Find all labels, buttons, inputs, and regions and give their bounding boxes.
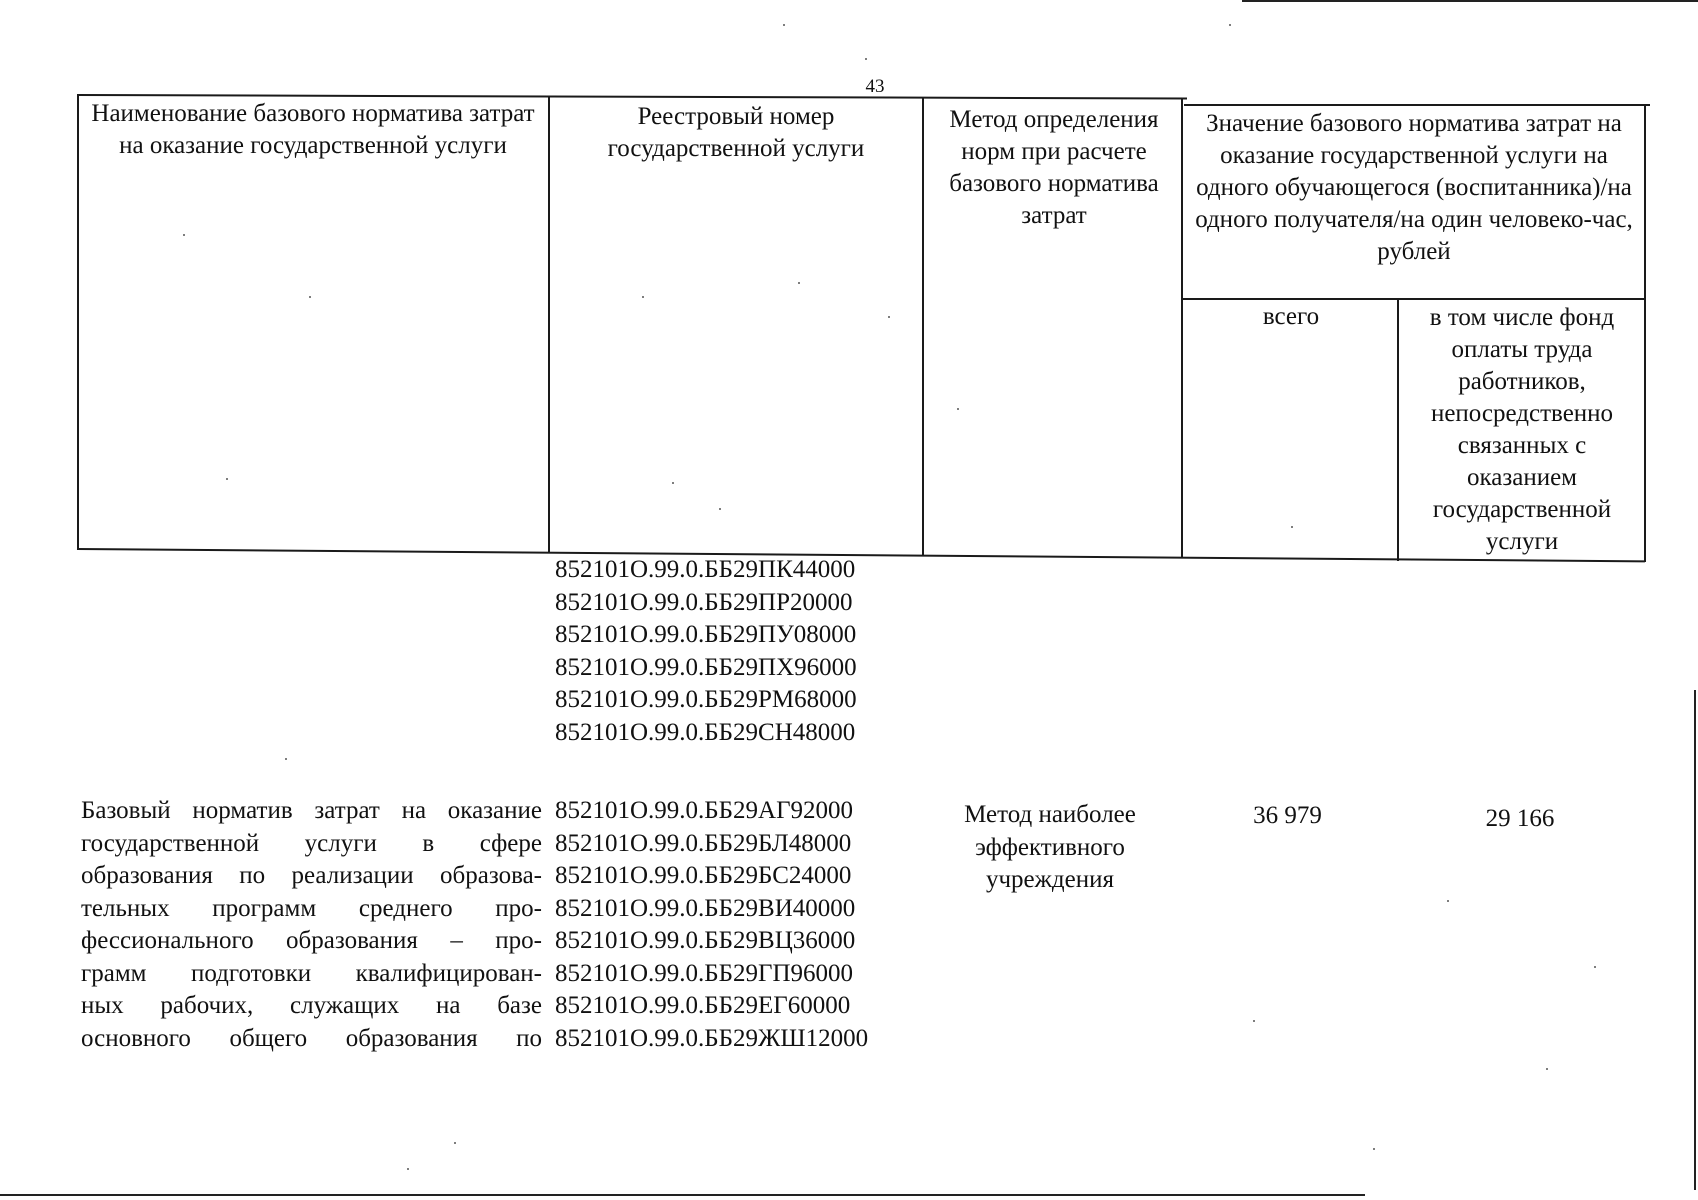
registry-code: 852101О.99.0.ББ29БЛ48000 [555, 829, 852, 857]
table-col-divider-4 [1397, 299, 1399, 561]
registry-code: 852101О.99.0.ББ29БС24000 [555, 862, 852, 889]
scan-speck [719, 508, 721, 510]
service-name-line: тельных программ среднего про- [81, 894, 542, 922]
registry-code: 852101О.99.0.ББ29ВИ40000 [555, 894, 856, 922]
scan-speck [1546, 1068, 1548, 1070]
header-registry-number: Реестровый номер государственной услуги [607, 103, 865, 162]
row-total-value: 36 979 [1253, 802, 1322, 829]
scan-speck [672, 482, 674, 484]
table-col-divider-1 [548, 96, 550, 553]
table-border-left [77, 94, 79, 549]
service-name-line: Базовый норматив затрат на оказание [81, 797, 542, 824]
header-method: Метод определения норм при расчете базового норматива затрат [949, 106, 1159, 229]
registry-code: 852101О.99.0.ББ29ЖШ12000 [555, 1024, 869, 1052]
registry-code: 852101О.99.0.ББ29ГП96000 [555, 959, 854, 987]
registry-code: 852101О.99.0.ББ29ПХ96000 [555, 653, 857, 681]
registry-code: 852101О.99.0.ББ29РМ68000 [555, 686, 857, 713]
registry-code: 852101О.99.0.ББ29ПУ08000 [555, 621, 857, 648]
scan-speck [1291, 526, 1293, 528]
scan-edge-top [1242, 0, 1698, 2]
header-norm-value: Значение базового норматива затрат на оказание государственной услуги на одного обучающегося (воспитанника)/на одного получателя/на один человеко-час, рублей [1195, 110, 1633, 265]
header-service-name: Наименование базового норматива затрат на оказание государственной услуги [91, 100, 535, 159]
scan-speck [309, 296, 311, 298]
scan-speck [1594, 966, 1596, 968]
header-payroll: в том числе фонд оплаты труда работников, непосредственно связанных с оказанием государственной услуги [1429, 304, 1615, 555]
table-border-top-right [1184, 104, 1650, 106]
registry-code: 852101О.99.0.ББ29ВЦ36000 [555, 927, 856, 954]
header-total: всего [1262, 303, 1320, 330]
registry-code: 852101О.99.0.ББ29ПР20000 [555, 588, 853, 616]
scan-speck [1447, 900, 1449, 902]
page-number: 43 [865, 76, 885, 97]
scan-speck [1229, 24, 1231, 26]
scan-speck [285, 758, 287, 760]
row-payroll-value: 29 166 [1485, 805, 1555, 832]
scan-edge-bottom [0, 1194, 1365, 1196]
scan-speck [642, 296, 644, 298]
registry-code: 852101О.99.0.ББ29ЕГ60000 [555, 992, 851, 1019]
continuation-code-list [555, 554, 857, 749]
service-name-line: государственной услуги в сфере [81, 829, 542, 857]
scan-speck [1253, 1020, 1255, 1022]
row-method: Метод наиболее эффективного учреждения [964, 801, 1136, 893]
service-name-line: грамм подготовки квалифицирован- [81, 959, 542, 987]
row-service-name [81, 795, 542, 1055]
scan-speck [183, 234, 185, 236]
scan-speck [957, 408, 959, 410]
table-col-divider-3 [1181, 98, 1183, 558]
scan-speck [1373, 1148, 1375, 1150]
scan-speck [888, 316, 890, 318]
registry-code: 852101О.99.0.ББ29СН48000 [555, 718, 856, 746]
service-name-line: фессионального образования – про- [81, 927, 542, 954]
scan-speck [407, 1168, 409, 1170]
table-subheader-divider [1183, 298, 1646, 300]
service-name-line: ных рабочих, служащих на базе [81, 992, 542, 1019]
registry-code: 852101О.99.0.ББ29АГ92000 [555, 797, 854, 824]
scan-edge-right [1694, 690, 1696, 1190]
scan-speck [454, 1142, 456, 1144]
service-name-line: образования по реализации образова- [81, 862, 542, 889]
service-name-line: основного общего образования по [81, 1024, 542, 1052]
scan-speck [798, 282, 800, 284]
scan-speck [865, 58, 867, 60]
row-registry-codes [555, 795, 868, 1055]
scan-speck [226, 478, 228, 480]
table-col-divider-2 [922, 97, 924, 556]
scan-speck [783, 24, 785, 26]
table-border-right [1644, 104, 1646, 562]
registry-code: 852101О.99.0.ББ29ПК44000 [555, 556, 856, 583]
